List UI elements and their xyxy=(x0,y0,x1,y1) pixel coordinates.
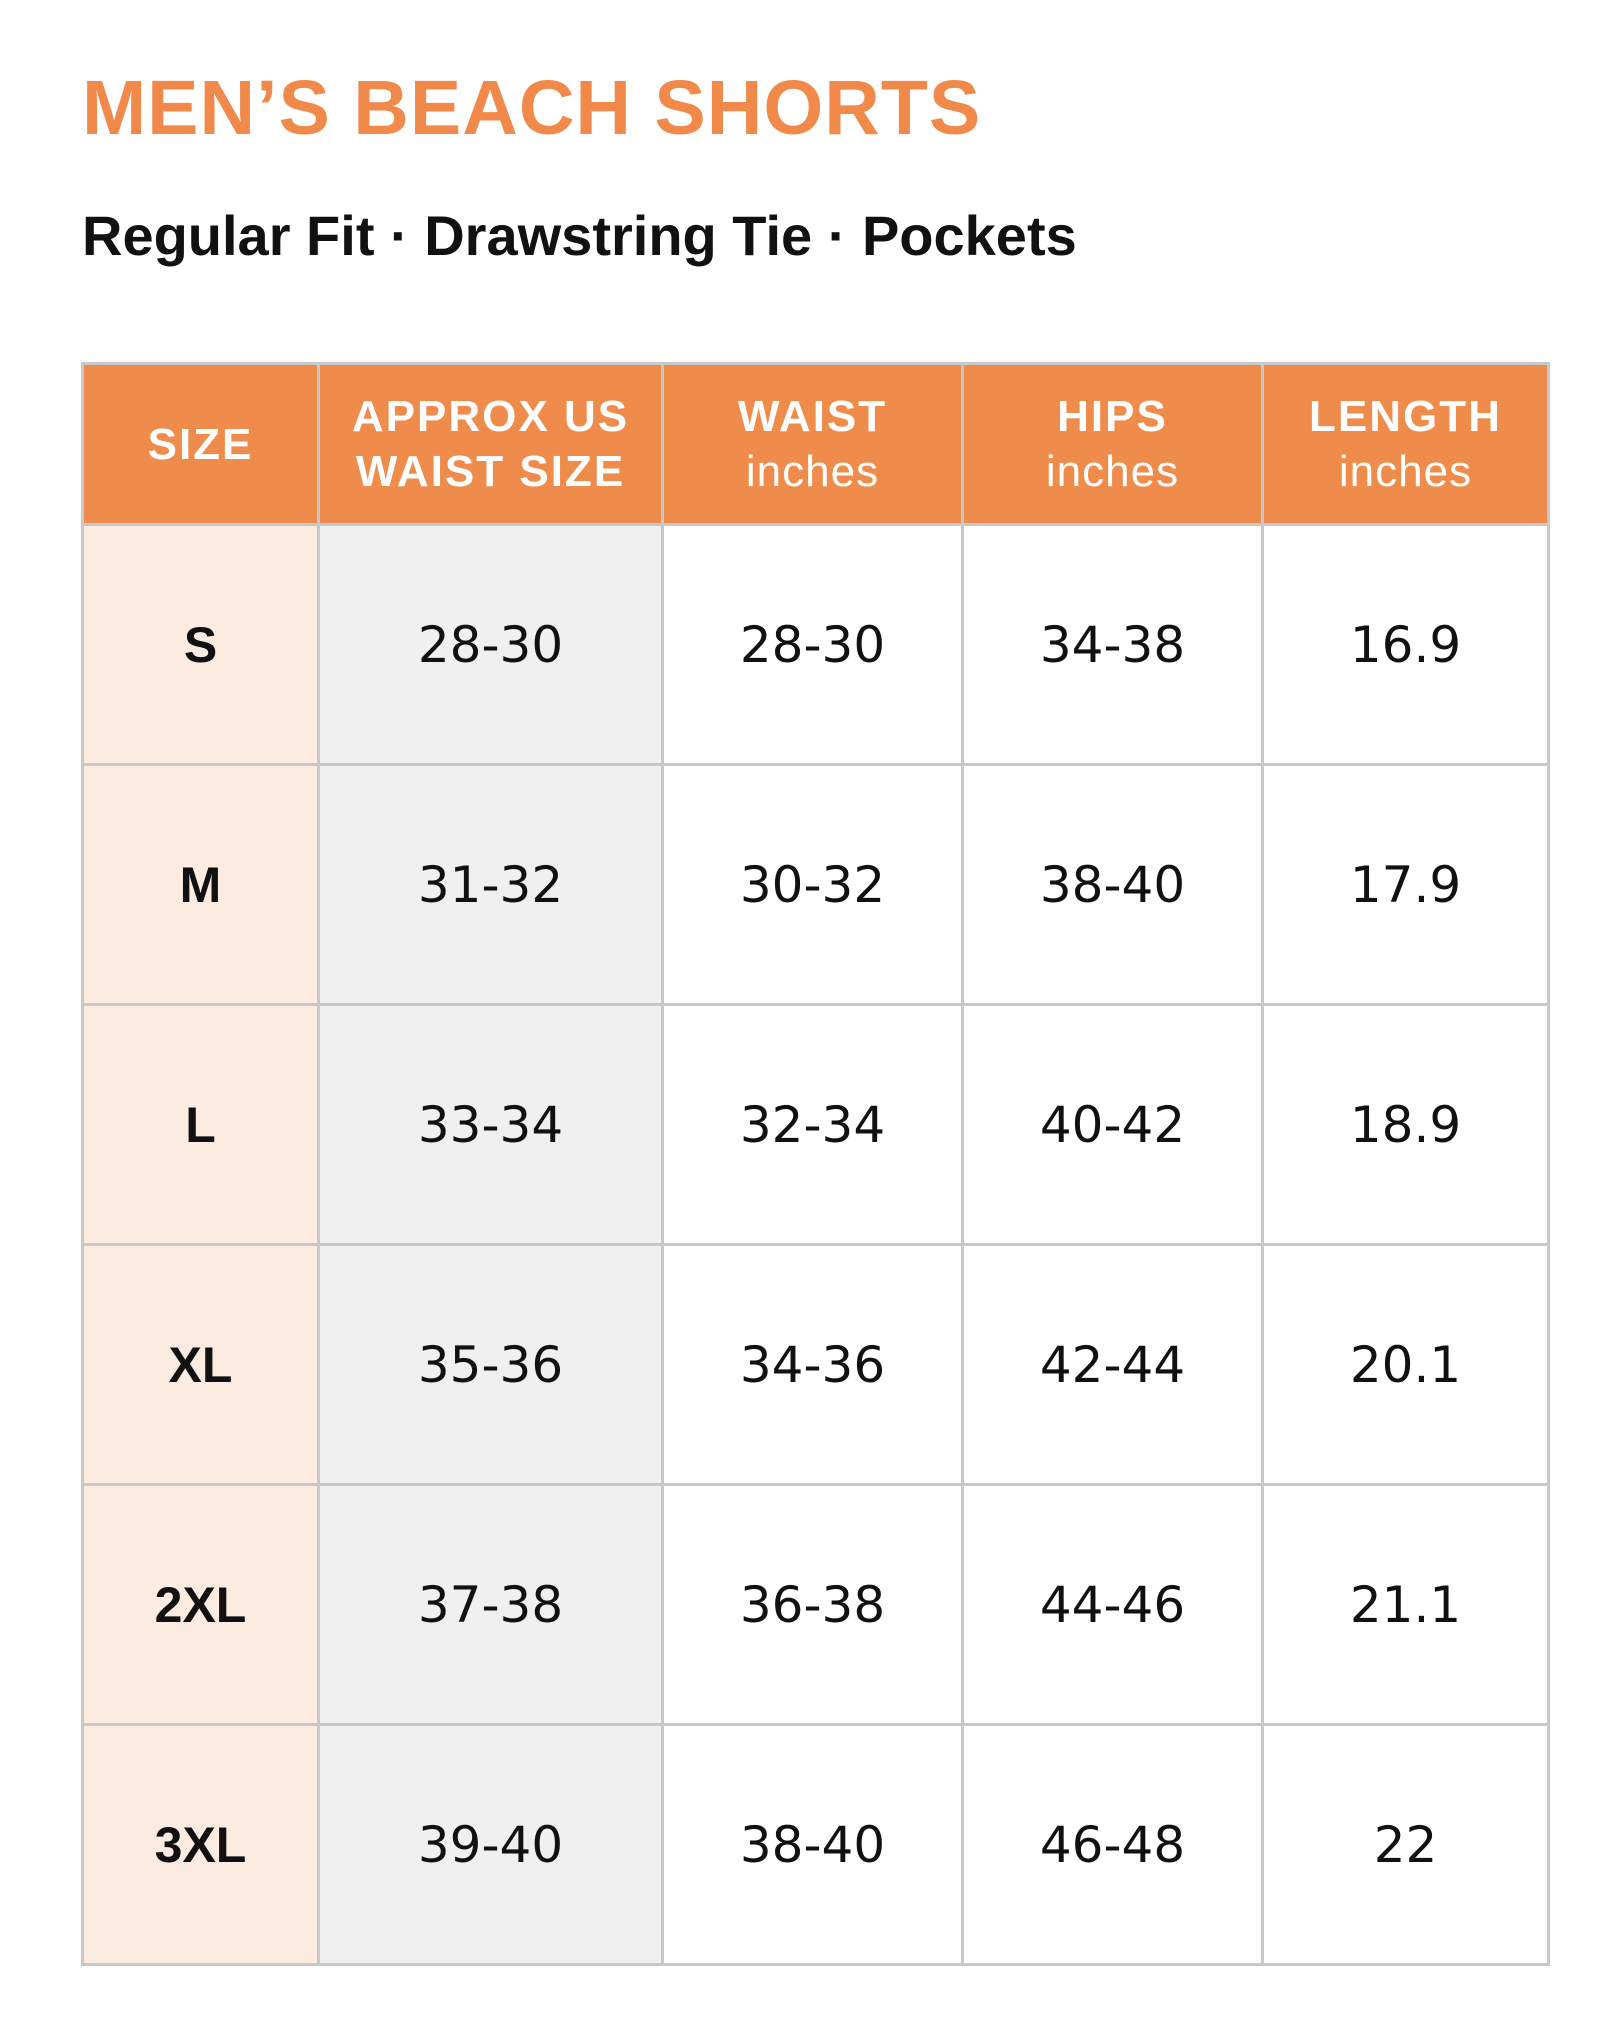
header-length-unit: inches xyxy=(1338,447,1473,496)
cell-length: 21.1 xyxy=(1263,1485,1549,1725)
cell-waist: 38-40 xyxy=(663,1725,963,1965)
header-approx-line2: WAIST SIZE xyxy=(355,447,626,496)
size-chart-table xyxy=(81,362,1550,1966)
cell-approx-us-waist: 35-36 xyxy=(319,1245,663,1485)
cell-length: 22 xyxy=(1263,1725,1549,1965)
cell-hips: 38-40 xyxy=(963,765,1263,1005)
header-waist-label: WAIST xyxy=(737,392,888,441)
cell-waist: 34-36 xyxy=(663,1245,963,1485)
table-row xyxy=(83,1245,1549,1485)
table-header xyxy=(83,364,1549,525)
header-length xyxy=(1263,364,1549,525)
header-approx-line1: APPROX US xyxy=(351,392,630,441)
header-size xyxy=(83,364,319,525)
page-title: MEN’S BEACH SHORTS xyxy=(82,65,982,151)
cell-approx-us-waist: 37-38 xyxy=(319,1485,663,1725)
cell-size: XL xyxy=(83,1245,319,1485)
cell-length: 18.9 xyxy=(1263,1005,1549,1245)
table-row xyxy=(83,525,1549,765)
cell-size: 3XL xyxy=(83,1725,319,1965)
cell-approx-us-waist: 39-40 xyxy=(319,1725,663,1965)
header-hips xyxy=(963,364,1263,525)
header-approx-us-waist xyxy=(319,364,663,525)
cell-size: S xyxy=(83,525,319,765)
cell-approx-us-waist: 31-32 xyxy=(319,765,663,1005)
header-hips-label: HIPS xyxy=(1057,392,1168,441)
cell-approx-us-waist: 28-30 xyxy=(319,525,663,765)
cell-hips: 44-46 xyxy=(963,1485,1263,1725)
header-size-label: SIZE xyxy=(147,419,254,469)
cell-length: 16.9 xyxy=(1263,525,1549,765)
page-subtitle: Regular Fit · Drawstring Tie · Pockets xyxy=(82,204,1077,267)
cell-length: 20.1 xyxy=(1263,1245,1549,1485)
cell-length: 17.9 xyxy=(1263,765,1549,1005)
cell-hips: 34-38 xyxy=(963,525,1263,765)
cell-size: 2XL xyxy=(83,1485,319,1725)
cell-hips: 40-42 xyxy=(963,1005,1263,1245)
table-row xyxy=(83,1005,1549,1245)
cell-waist: 30-32 xyxy=(663,765,963,1005)
cell-hips: 42-44 xyxy=(963,1245,1263,1485)
table-row xyxy=(83,1485,1549,1725)
cell-hips: 46-48 xyxy=(963,1725,1263,1965)
cell-waist: 36-38 xyxy=(663,1485,963,1725)
cell-size: L xyxy=(83,1005,319,1245)
header-hips-unit: inches xyxy=(1045,447,1180,496)
header-waist-unit: inches xyxy=(745,447,880,496)
header-waist xyxy=(663,364,963,525)
cell-waist: 28-30 xyxy=(663,525,963,765)
header-length-label: LENGTH xyxy=(1309,392,1502,441)
table-body xyxy=(83,525,1549,1965)
table-row xyxy=(83,1725,1549,1965)
cell-waist: 32-34 xyxy=(663,1005,963,1245)
table-row xyxy=(83,765,1549,1005)
header-row xyxy=(83,364,1549,525)
cell-size: M xyxy=(83,765,319,1005)
cell-approx-us-waist: 33-34 xyxy=(319,1005,663,1245)
